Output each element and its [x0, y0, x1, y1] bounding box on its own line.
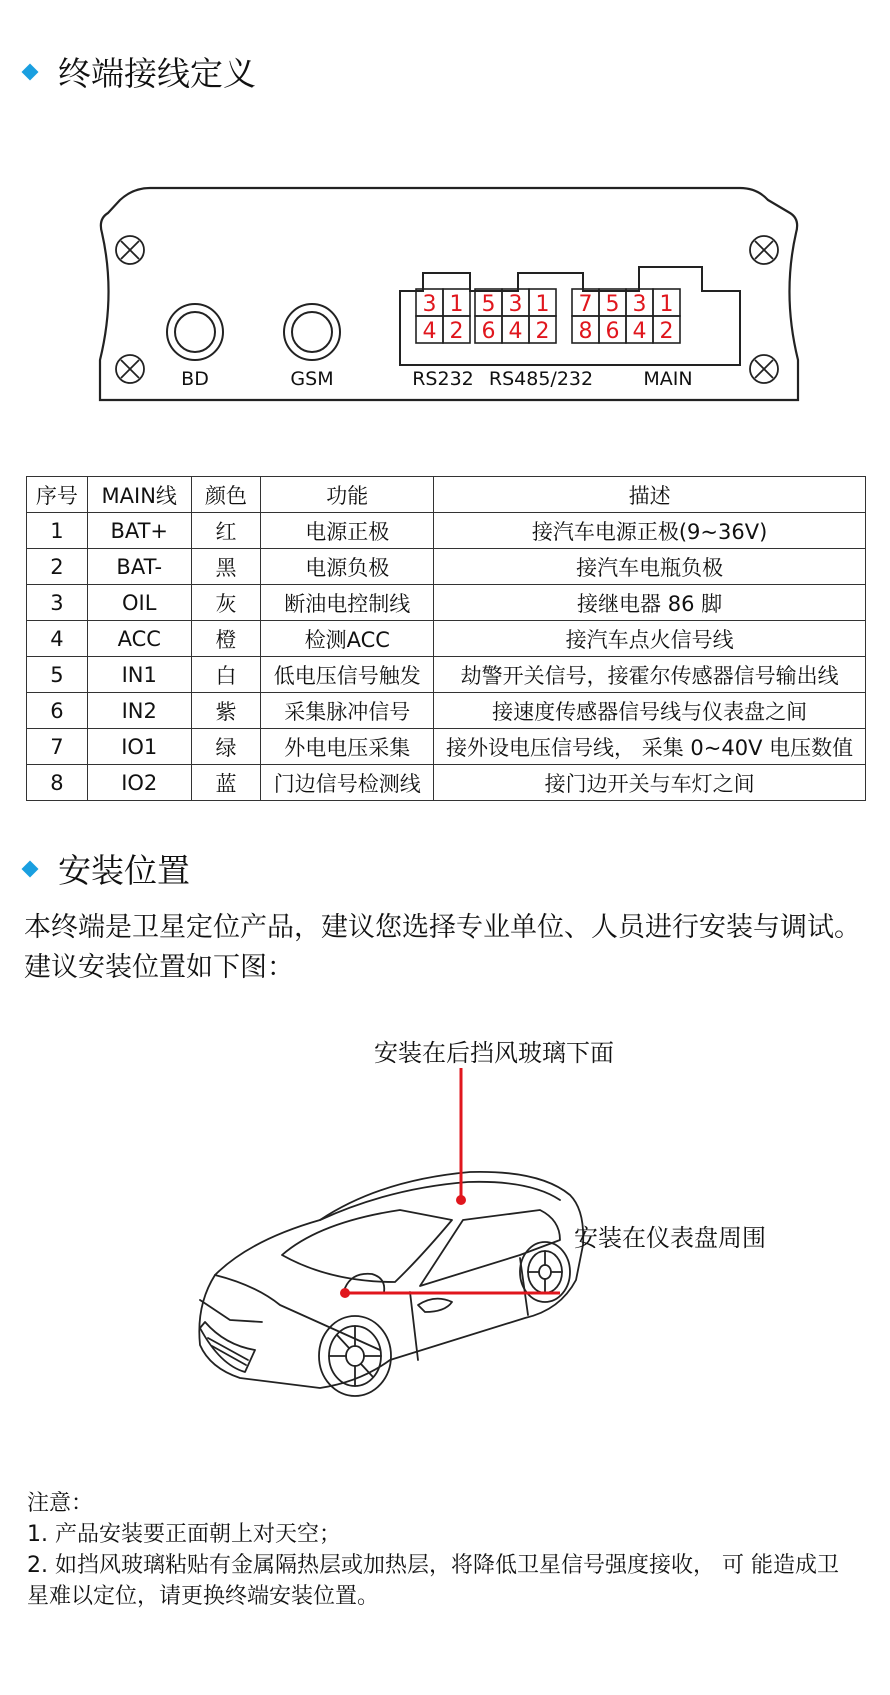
- table-row: [27, 585, 866, 621]
- table-cell: 4: [27, 621, 88, 657]
- header-cell: 描述: [434, 477, 866, 513]
- table-row: [27, 549, 866, 585]
- connector-rs485-232: [475, 289, 556, 344]
- pin-number: 2: [535, 319, 550, 344]
- screw-icon: [750, 355, 778, 383]
- table-cell: 采集脉冲信号: [261, 693, 434, 729]
- table-cell: 接汽车点火信号线: [434, 621, 866, 657]
- table-cell: 紫: [191, 693, 261, 729]
- section-heading-install: [24, 845, 190, 892]
- pin-number: 6: [481, 319, 496, 344]
- header-cell: 颜色: [191, 477, 261, 513]
- table-row: [27, 657, 866, 693]
- install-intro-text: 本终端是卫星定位产品，建议您选择专业单位、人员进行安装与调试。建议安装位置如下图：: [24, 912, 861, 983]
- table-cell: 接汽车电源正极(9~36V): [434, 513, 866, 549]
- pin-number: 3: [508, 292, 523, 317]
- table-cell: BAT+: [87, 513, 191, 549]
- pin-number: 1: [659, 292, 674, 317]
- table-cell: 接汽车电瓶负极: [434, 549, 866, 585]
- callout-dot-dash: [340, 1288, 350, 1298]
- gsm-antenna-port: [284, 304, 340, 360]
- header-cell: 功能: [261, 477, 434, 513]
- side-mirror-icon: [418, 1299, 452, 1312]
- device-panel-diagram: [0, 185, 890, 415]
- wiring-table: [26, 476, 866, 801]
- table-cell: 2: [27, 549, 88, 585]
- table-cell: OIL: [87, 585, 191, 621]
- table-cell: IO1: [87, 729, 191, 765]
- connector-main: [572, 289, 680, 344]
- pin-number: 1: [535, 292, 550, 317]
- connector-label-main: MAIN: [643, 368, 693, 390]
- table-cell: 红: [191, 513, 261, 549]
- table-row: [27, 513, 866, 549]
- pin-number: 5: [481, 292, 496, 317]
- pin-number: 7: [578, 292, 593, 317]
- connector-label-rs232: RS232: [412, 368, 474, 390]
- table-row: [27, 729, 866, 765]
- pin-number: 4: [422, 319, 437, 344]
- section-heading-wiring: [24, 48, 256, 95]
- table-cell: 黑: [191, 549, 261, 585]
- note-item: 1. 产品安装要正面朝上对天空；: [27, 1522, 341, 1547]
- table-row: [27, 621, 866, 657]
- port-label-gsm: GSM: [290, 368, 334, 390]
- table-cell: BAT-: [87, 549, 191, 585]
- table-cell: 3: [27, 585, 88, 621]
- dash-device-icon: [345, 1274, 384, 1292]
- section-title-install: 安装位置: [58, 851, 190, 890]
- callout-rear-window: 安装在后挡风玻璃下面: [374, 1039, 614, 1067]
- pin-number: 3: [632, 292, 647, 317]
- table-cell: 断油电控制线: [261, 585, 434, 621]
- headlight-outline: [200, 1300, 262, 1322]
- notes-heading: 注意：: [27, 1491, 94, 1516]
- port-label-bd: BD: [181, 368, 209, 390]
- callout-dot-rear: [456, 1195, 466, 1205]
- table-cell: 接门边开关与车灯之间: [434, 765, 866, 801]
- door-line: [410, 1292, 418, 1360]
- install-notes: [27, 1488, 857, 1612]
- table-cell: ACC: [87, 621, 191, 657]
- table-cell: 接继电器 86 脚: [434, 585, 866, 621]
- screw-icon: [116, 236, 144, 264]
- table-cell: 检测ACC: [261, 621, 434, 657]
- table-cell: 6: [27, 693, 88, 729]
- pin-number: 3: [422, 292, 437, 317]
- table-cell: 外电电压采集: [261, 729, 434, 765]
- table-cell: 8: [27, 765, 88, 801]
- table-cell: 电源正极: [261, 513, 434, 549]
- table-cell: 接外设电压信号线， 采集 0~40V 电压数值: [434, 729, 866, 765]
- table-row: [27, 765, 866, 801]
- pin-number: 2: [449, 319, 464, 344]
- header-cell: MAIN线: [87, 477, 191, 513]
- note-item: 2. 如挡风玻璃粘贴有金属隔热层或加热层，将降低卫星信号强度接收， 可 能造成卫星难以定位，请更换终端安装位置。: [27, 1553, 839, 1609]
- table-cell: 蓝: [191, 765, 261, 801]
- grille-outline: [200, 1322, 255, 1372]
- table-cell: 白: [191, 657, 261, 693]
- connector-label-rs485-232: RS485/232: [488, 368, 594, 390]
- table-cell: 门边信号检测线: [261, 765, 434, 801]
- table-cell: 绿: [191, 729, 261, 765]
- table-cell: 电源负极: [261, 549, 434, 585]
- table-cell: 7: [27, 729, 88, 765]
- bd-antenna-port: [167, 304, 223, 360]
- front-wheel-icon: [319, 1316, 391, 1396]
- table-cell: 灰: [191, 585, 261, 621]
- diamond-bullet-icon: [22, 860, 39, 877]
- table-cell: IN1: [87, 657, 191, 693]
- windshield-outline: [282, 1210, 452, 1282]
- header-cell: 序号: [27, 477, 88, 513]
- connector-rs232: [416, 289, 470, 344]
- table-cell: 5: [27, 657, 88, 693]
- screw-icon: [750, 236, 778, 264]
- callout-dashboard: 安装在仪表盘周围: [574, 1224, 766, 1252]
- table-cell: 接速度传感器信号线与仪表盘之间: [434, 693, 866, 729]
- section-title-wiring: 终端接线定义: [58, 54, 256, 93]
- diamond-bullet-icon: [22, 63, 39, 80]
- screw-icon: [116, 355, 144, 383]
- pin-number: 6: [605, 319, 620, 344]
- table-cell: 低电压信号触发: [261, 657, 434, 693]
- pin-number: 1: [449, 292, 464, 317]
- table-cell: 1: [27, 513, 88, 549]
- table-cell: 劫警开关信号，接霍尔传感器信号输出线: [434, 657, 866, 693]
- table-row: [27, 693, 866, 729]
- pin-number: 5: [605, 292, 620, 317]
- pin-number: 8: [578, 319, 593, 344]
- table-header-row: [27, 477, 866, 513]
- pin-number: 2: [659, 319, 674, 344]
- table-cell: IN2: [87, 693, 191, 729]
- table-cell: IO2: [87, 765, 191, 801]
- pin-number: 4: [508, 319, 523, 344]
- table-cell: 橙: [191, 621, 261, 657]
- pin-number: 4: [632, 319, 647, 344]
